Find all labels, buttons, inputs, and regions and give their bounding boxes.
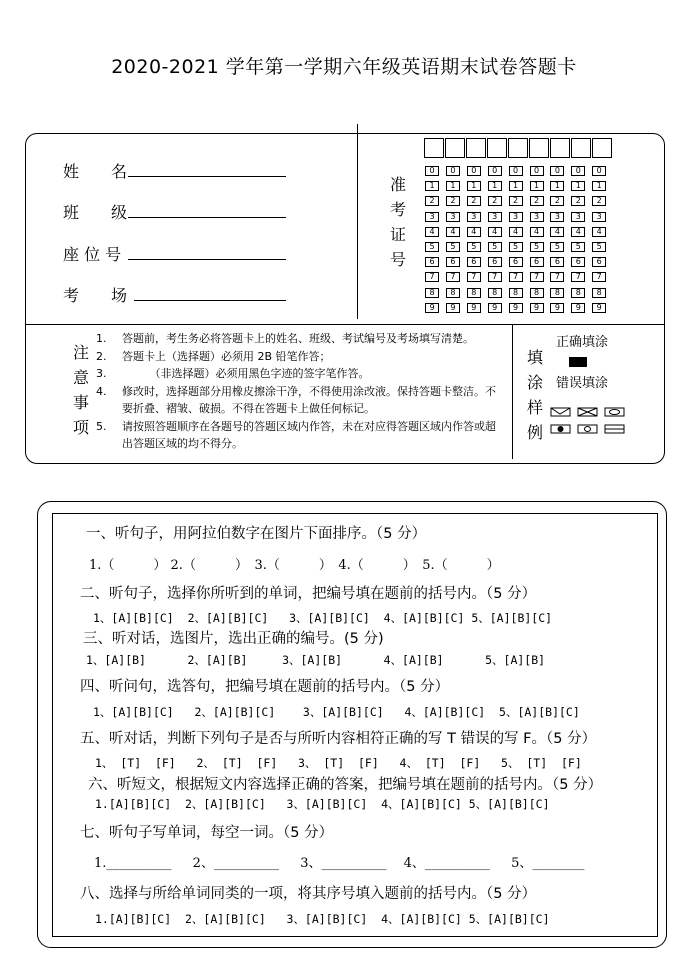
digit-bubble[interactable]: 7	[488, 272, 502, 282]
correct-fill-mark	[569, 357, 587, 367]
digit-bubble[interactable]: 6	[446, 257, 460, 267]
digit-bubble[interactable]: 0	[571, 166, 585, 176]
digit-bubble[interactable]: 4	[530, 227, 544, 237]
sample-label-char: 样	[526, 398, 543, 417]
digit-bubble[interactable]: 3	[571, 212, 585, 222]
digit-bubble[interactable]: 6	[509, 257, 523, 267]
note-number: 1.	[96, 332, 107, 345]
exam-id-digit-box[interactable]	[466, 138, 486, 158]
wrong-mark-check	[551, 408, 570, 416]
digit-bubble[interactable]: 4	[571, 227, 585, 237]
exam-id-digit-box[interactable]	[529, 138, 549, 158]
section-3-heading: 三、听对话，选图片，选出正确的编号。(5 分)	[83, 631, 384, 647]
digit-bubble[interactable]: 9	[530, 303, 544, 313]
digit-bubble[interactable]: 0	[488, 166, 502, 176]
digit-bubble[interactable]: 1	[425, 181, 439, 191]
exam-id-label-char: 号	[389, 250, 406, 269]
section-8-heading: 八、选择与所给单词同类的一项，将其序号填入题前的括号内。（5 分）	[80, 886, 537, 902]
digit-bubble[interactable]: 1	[571, 181, 585, 191]
digit-bubble[interactable]: 0	[592, 166, 606, 176]
digit-bubble[interactable]: 9	[509, 303, 523, 313]
digit-bubble[interactable]: 7	[446, 272, 460, 282]
header-divider-horizontal	[25, 324, 665, 325]
exam-id-digit-box[interactable]	[508, 138, 528, 158]
wrong-mark-hollow	[578, 425, 597, 433]
wrong-mark-line	[605, 425, 624, 433]
digit-bubble[interactable]: 5	[571, 242, 585, 252]
exam-id-label-char: 证	[389, 225, 406, 244]
section-5-answers[interactable]: 1、 [T] [F] 2、 [T] [F] 3、 [T] [F] 4、 [T] [F] 5、 [T] [F]	[95, 756, 582, 770]
note-number: 2.	[96, 349, 107, 363]
digit-bubble[interactable]: 4	[550, 227, 564, 237]
digit-bubble[interactable]: 7	[467, 272, 481, 282]
digit-bubble[interactable]: 8	[550, 288, 564, 298]
digit-bubble[interactable]: 0	[550, 166, 564, 176]
exam-id-digit-box[interactable]	[550, 138, 570, 158]
digit-bubble[interactable]: 0	[467, 166, 481, 176]
digit-bubble[interactable]: 5	[550, 242, 564, 252]
digit-bubble[interactable]: 8	[571, 288, 585, 298]
section-7-answers[interactable]: 1.__________ 2、__________ 3、__________ 4、__________ 5、________	[94, 856, 585, 871]
digit-bubble[interactable]: 7	[509, 272, 523, 282]
digit-bubble[interactable]: 8	[488, 288, 502, 298]
name-label: 姓 名	[63, 162, 128, 181]
digit-bubble[interactable]: 5	[592, 242, 606, 252]
digit-bubble[interactable]: 9	[467, 303, 481, 313]
digit-bubble[interactable]: 2	[446, 196, 460, 206]
exam-id-digit-box[interactable]	[487, 138, 507, 158]
digit-bubble[interactable]: 4	[592, 227, 606, 237]
class-label: 班 级	[63, 203, 128, 222]
digit-bubble[interactable]: 0	[509, 166, 523, 176]
digit-bubble[interactable]: 9	[446, 303, 460, 313]
digit-bubble[interactable]: 5	[467, 242, 481, 252]
digit-bubble[interactable]: 2	[530, 196, 544, 206]
digit-bubble[interactable]: 3	[425, 212, 439, 222]
seat-number-field[interactable]	[128, 259, 286, 260]
digit-bubble[interactable]: 1	[509, 181, 523, 191]
digit-bubble[interactable]: 2	[550, 196, 564, 206]
correct-fill-label: 正确填涂	[556, 335, 609, 350]
digit-bubble[interactable]: 9	[550, 303, 564, 313]
note-item	[96, 365, 506, 383]
section-8-answers[interactable]: 1.[A][B][C] 2、[A][B][C] 3、[A][B][C] 4、[A][B][C] 5、[A][B][C]	[95, 912, 550, 926]
digit-bubble[interactable]: 1	[530, 181, 544, 191]
digit-bubble[interactable]: 5	[446, 242, 460, 252]
note-number: 3.	[96, 367, 107, 380]
digit-bubble[interactable]: 2	[509, 196, 523, 206]
section-7-heading: 七、听句子写单词，每空一词。（5 分）	[80, 825, 334, 841]
exam-id-label-char: 准	[389, 175, 406, 194]
digit-bubble[interactable]: 9	[571, 303, 585, 313]
exam-id-boxes	[424, 138, 613, 158]
digit-bubble[interactable]: 2	[425, 196, 439, 206]
wrong-fill-label: 错误填涂	[556, 376, 609, 391]
digit-bubble[interactable]: 9	[488, 303, 502, 313]
wrong-fill-marks	[550, 406, 630, 436]
wrong-mark-dot	[551, 425, 570, 433]
digit-bubble[interactable]: 4	[446, 227, 460, 237]
notes-label	[72, 340, 90, 440]
digit-bubble[interactable]: 0	[425, 166, 439, 176]
digit-bubble[interactable]: 7	[571, 272, 585, 282]
exam-id-label-char: 考	[389, 200, 406, 219]
digit-bubble[interactable]: 1	[446, 181, 460, 191]
section-2-heading: 二、听句子，选择你所听到的单词，把编号填在题前的括号内。（5 分）	[80, 586, 537, 602]
note-text: （非选择题）必须用黑色字迹的签字笔作答。	[122, 367, 370, 380]
sample-label	[526, 345, 544, 445]
exam-room-label: 考 场	[63, 286, 128, 305]
digit-bubble[interactable]: 2	[592, 196, 606, 206]
notes-label-char: 项	[72, 418, 89, 437]
digit-bubble[interactable]: 3	[509, 212, 523, 222]
digit-bubble[interactable]: 4	[425, 227, 439, 237]
note-item	[96, 418, 506, 453]
digit-bubble[interactable]: 3	[550, 212, 564, 222]
notes-label-char: 意	[72, 368, 89, 387]
exam-id-digit-box[interactable]	[424, 138, 444, 158]
note-text: 请按照答题顺序在各题号的答题区域内作答，未在对应得答题区域内作答或超出答题区域的均不得分。	[122, 419, 496, 450]
note-text: 修改时，选择题部分用橡皮擦涂干净，不得使用涂改液。保持答题卡整洁。不要折叠、褶皱、破损。不得在答题卡上做任何标记。	[122, 384, 496, 415]
digit-bubble[interactable]: 4	[509, 227, 523, 237]
section-4-answers[interactable]: 1、[A][B][C] 2、[A][B][C] 3、[A][B][C] 4、[A][B][C] 5、[A][B][C]	[93, 705, 580, 719]
note-item	[96, 383, 506, 418]
digit-bubble[interactable]: 5	[509, 242, 523, 252]
sample-label-char: 填	[526, 348, 543, 367]
digit-bubble[interactable]: 6	[550, 257, 564, 267]
name-field[interactable]	[128, 176, 286, 177]
digit-bubble[interactable]: 2	[488, 196, 502, 206]
note-number: 5.	[96, 419, 107, 433]
digit-bubble[interactable]: 5	[530, 242, 544, 252]
digit-bubble[interactable]: 1	[592, 181, 606, 191]
digit-bubble[interactable]: 6	[425, 257, 439, 267]
note-text: 答题卡上（选择题）必须用 2B 铅笔作答；	[122, 349, 331, 363]
digit-bubble[interactable]: 7	[550, 272, 564, 282]
note-text: 答题前，考生务必将答题卡上的姓名、班级、考试编号及考场填写清楚。	[122, 332, 474, 345]
notes-label-char: 事	[72, 393, 89, 412]
wrong-mark-cross	[578, 408, 597, 416]
notes-list	[96, 330, 506, 453]
note-item	[96, 348, 506, 366]
digit-bubble[interactable]: 6	[530, 257, 544, 267]
digit-bubble[interactable]: 1	[467, 181, 481, 191]
sample-label-char: 例	[526, 423, 543, 442]
digit-bubble[interactable]: 1	[488, 181, 502, 191]
digit-bubble[interactable]: 4	[467, 227, 481, 237]
section-4-heading: 四、听问句，选答句，把编号填在题前的括号内。（5 分）	[80, 679, 450, 695]
exam-room-field[interactable]	[134, 300, 286, 301]
digit-bubble[interactable]: 2	[571, 196, 585, 206]
answer-area-inner	[52, 513, 658, 937]
exam-id-digit-box[interactable]	[592, 138, 612, 158]
exam-id-digit-box[interactable]	[571, 138, 591, 158]
section-5-heading: 五、听对话，判断下列句子是否与所听内容相符正确的写 T 错误的写 F。（5 分）	[80, 731, 597, 747]
digit-bubble[interactable]: 6	[467, 257, 481, 267]
sample-label-char: 涂	[526, 373, 543, 392]
digit-bubble[interactable]: 3	[530, 212, 544, 222]
digit-bubble[interactable]: 6	[571, 257, 585, 267]
digit-bubble[interactable]: 8	[530, 288, 544, 298]
section-2-answers[interactable]: 1、[A][B][C] 2、[A][B][C] 3、[A][B][C] 4、[A][B][C] 5、[A][B][C]	[93, 611, 553, 625]
page-title: 2020-2021 学年第一学期六年级英语期末试卷答题卡	[111, 56, 577, 78]
digit-bubble[interactable]: 1	[550, 181, 564, 191]
digit-bubble[interactable]: 9	[425, 303, 439, 313]
note-number: 4.	[96, 384, 107, 398]
digit-bubble[interactable]: 3	[467, 212, 481, 222]
digit-bubble[interactable]: 3	[446, 212, 460, 222]
section-3-answers[interactable]: 1、[A][B] 2、[A][B] 3、[A][B] 4、[A][B] 5、[A][B]	[86, 653, 546, 667]
class-field[interactable]	[128, 217, 286, 218]
section-6-heading: 六、听短文，根据短文内容选择正确的答案，把编号填在题前的括号内。（5 分）	[88, 777, 603, 793]
digit-bubble[interactable]: 6	[592, 257, 606, 267]
exam-id-label	[389, 172, 407, 272]
seat-number-label: 座 位 号	[63, 245, 122, 264]
notes-divider-vertical	[512, 324, 513, 459]
digit-bubble[interactable]: 7	[530, 272, 544, 282]
digit-bubble[interactable]: 5	[425, 242, 439, 252]
digit-bubble[interactable]: 8	[425, 288, 439, 298]
digit-bubble[interactable]: 8	[592, 288, 606, 298]
digit-bubble[interactable]: 0	[446, 166, 460, 176]
header-divider-vertical	[357, 124, 358, 319]
digit-bubble[interactable]: 4	[488, 227, 502, 237]
section-1-answers[interactable]: 1.（ ） 2.（ ） 3.（ ） 4.（ ） 5.（ ）	[89, 558, 500, 573]
digit-bubble[interactable]: 9	[592, 303, 606, 313]
notes-label-char: 注	[72, 343, 89, 362]
digit-bubble[interactable]: 7	[592, 272, 606, 282]
wrong-mark-circle	[605, 408, 624, 416]
digit-bubble[interactable]: 0	[530, 166, 544, 176]
digit-bubble[interactable]: 5	[488, 242, 502, 252]
digit-bubble[interactable]: 3	[592, 212, 606, 222]
digit-bubble[interactable]: 8	[467, 288, 481, 298]
section-6-answers[interactable]: 1.[A][B][C] 2、[A][B][C] 3、[A][B][C] 4、[A][B][C] 5、[A][B][C]	[95, 797, 550, 811]
exam-id-digit-box[interactable]	[445, 138, 465, 158]
digit-bubble[interactable]: 7	[425, 272, 439, 282]
digit-bubble[interactable]: 8	[509, 288, 523, 298]
digit-bubble[interactable]: 6	[488, 257, 502, 267]
section-1-heading: 一、听句子，用阿拉伯数字在图片下面排序。（5 分）	[86, 526, 427, 542]
note-item	[96, 330, 506, 348]
digit-bubble[interactable]: 8	[446, 288, 460, 298]
digit-bubble[interactable]: 2	[467, 196, 481, 206]
digit-bubble[interactable]: 3	[488, 212, 502, 222]
